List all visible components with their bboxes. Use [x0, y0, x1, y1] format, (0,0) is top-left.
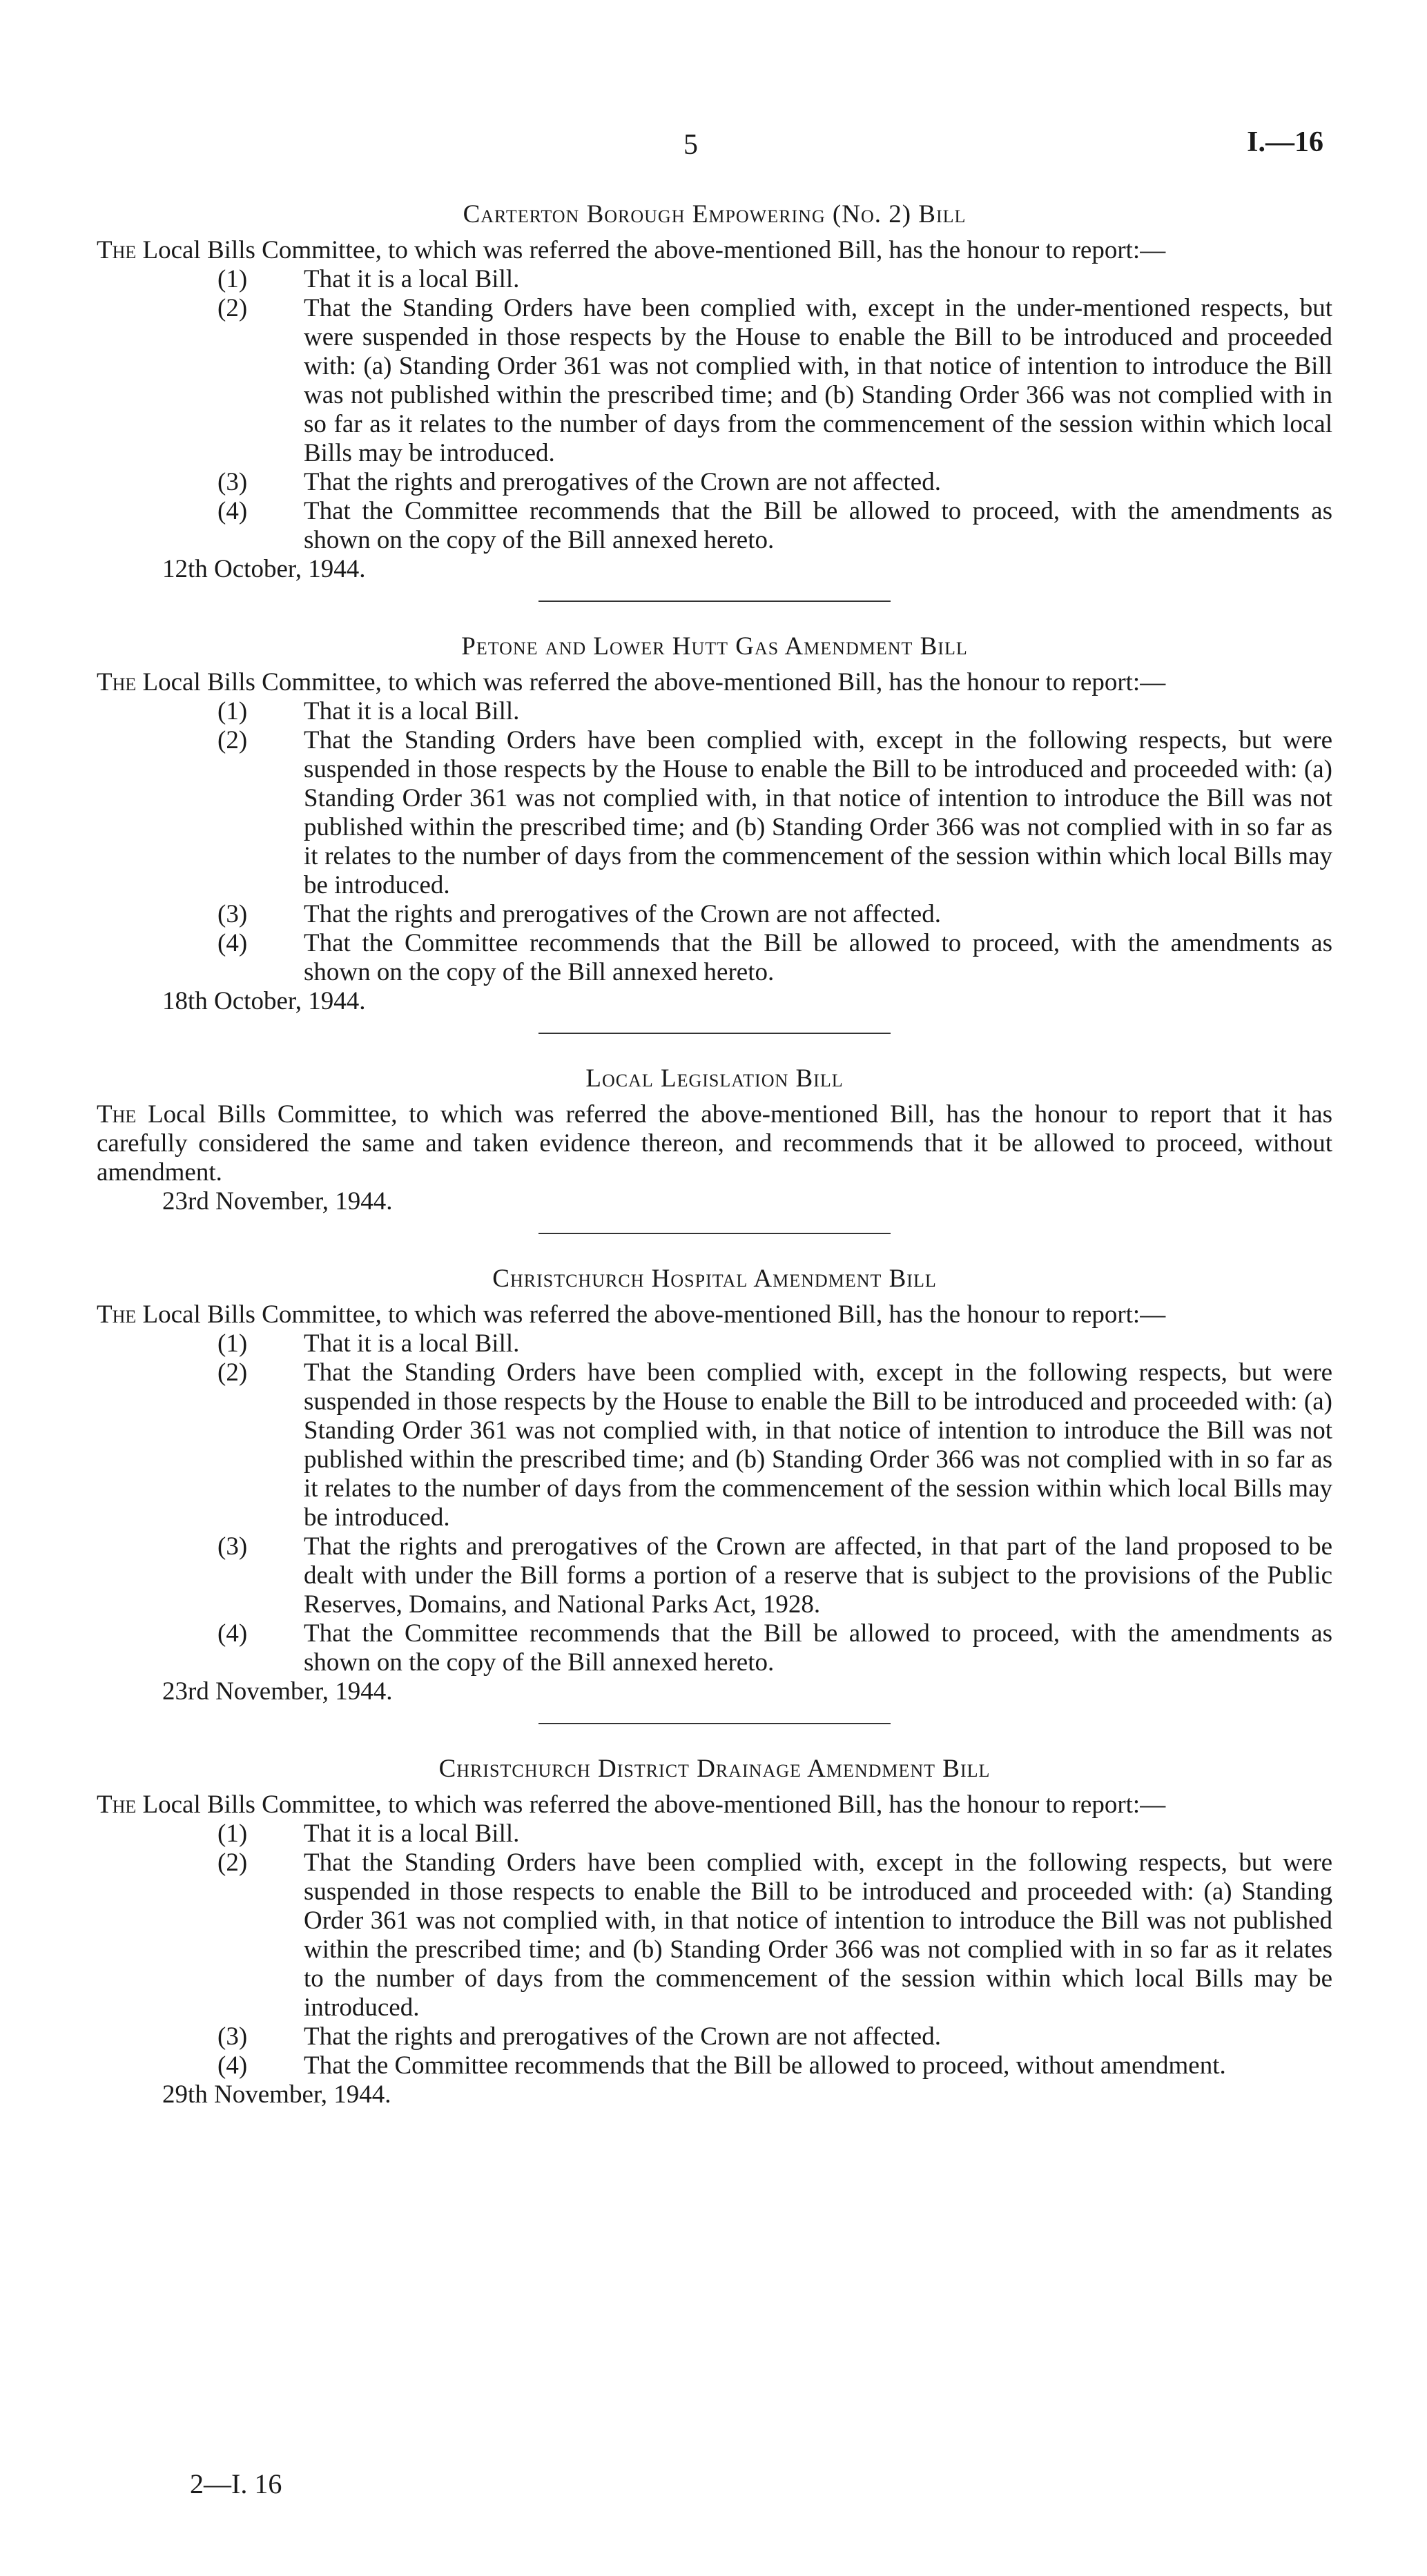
- item-text: That the Committee recommends that the Bill be allowed to proceed, without amendment.: [304, 2051, 1226, 2080]
- item-text: That it is a local Bill.: [304, 697, 520, 725]
- section-title: Christchurch Hospital Amendment Bill: [492, 1265, 937, 1293]
- item-number: (2): [217, 726, 248, 754]
- report-item: [97, 1532, 1332, 1619]
- intro-text: Local Bills Committee, to which was referred the above-mentioned Bill, has the honour to report:—: [136, 1300, 1166, 1329]
- report-items: [97, 697, 1332, 987]
- item-text: That the Committee recommends that the Bill be allowed to proceed, with the amendments as shown on the copy of the Bill annexed hereto.: [304, 1619, 1332, 1677]
- report-section-petone: [97, 632, 1332, 1016]
- report-item: [97, 2022, 1332, 2051]
- report-item: [97, 697, 1332, 726]
- item-number: (1): [217, 265, 248, 293]
- section-divider: [538, 1233, 891, 1234]
- item-text: That the Standing Orders have been complied with, except in the under-mentioned respects, but were suspended in those respects by the House to enable the Bill to be introduced and proceeded with: (a) Standing Order 361 was not complied with, in that notice of intention to introduce the Bill was not published within the prescribed time; and (b) Standing Order 366 was not complied with in so far as it relates to the number of days from the commencement of the session within which local Bills may be introduced.: [304, 294, 1332, 467]
- report-items: [97, 1329, 1332, 1677]
- section-title: Carterton Borough Empowering (No. 2) Bill: [463, 200, 967, 228]
- intro-lead: The: [97, 236, 137, 264]
- intro-lead: The: [97, 1300, 137, 1329]
- item-text: That the rights and prerogatives of the Crown are not affected.: [304, 2022, 941, 2051]
- item-text: That the rights and prerogatives of the Crown are affected, in that part of the land proposed to be dealt with under the Bill forms a portion of a reserve that is subject to the provisions of the Public Reserves, Domains, and National Parks Act, 1928.: [304, 1532, 1332, 1619]
- report-date: 18th October, 1944.: [162, 987, 366, 1015]
- report-item: [97, 265, 1332, 294]
- section-intro: [97, 1100, 1332, 1187]
- section-title: Local Legislation Bill: [585, 1064, 844, 1093]
- report-item: [97, 1329, 1332, 1358]
- report-item: [97, 1358, 1332, 1532]
- item-text: That it is a local Bill.: [304, 1819, 520, 1848]
- section-intro: [97, 1790, 1332, 1819]
- report-section-carterton: [97, 200, 1332, 584]
- item-number: (3): [217, 900, 248, 928]
- section-intro: [97, 668, 1332, 697]
- item-number: (1): [217, 697, 248, 725]
- item-text: That the Committee recommends that the Bill be allowed to proceed, with the amendments as shown on the copy of the Bill annexed hereto.: [304, 497, 1332, 554]
- report-item: [97, 497, 1332, 555]
- report-date: 12th October, 1944.: [162, 555, 366, 583]
- section-divider: [538, 1033, 891, 1034]
- report-items: [97, 1819, 1332, 2080]
- item-number: (1): [217, 1819, 248, 1848]
- report-item: [97, 900, 1332, 929]
- item-text: That the rights and prerogatives of the Crown are not affected.: [304, 900, 941, 928]
- report-item: [97, 294, 1332, 468]
- item-number: (3): [217, 1532, 248, 1561]
- report-item: [97, 726, 1332, 900]
- item-number: (1): [217, 1329, 248, 1358]
- item-text: That the Committee recommends that the Bill be allowed to proceed, with the amendments as shown on the copy of the Bill annexed hereto.: [304, 929, 1332, 986]
- report-item: [97, 2051, 1332, 2080]
- item-text: That the Standing Orders have been complied with, except in the following respects, but were suspended in those respects by the House to enable the Bill to be introduced and proceeded with: (a) Standing Order 361 was not complied with, in that notice of intention to introduce the Bill was not published within the prescribed time; and (b) Standing Order 366 was not complied with in so far as it relates to the number of days from the commencement of the session within which local Bills may be introduced.: [304, 1358, 1332, 1532]
- report-date: 23rd November, 1944.: [162, 1677, 393, 1706]
- item-text: That it is a local Bill.: [304, 265, 520, 293]
- report-section-local-legislation: [97, 1064, 1332, 1216]
- section-divider: [538, 1723, 891, 1724]
- item-text: That the Standing Orders have been complied with, except in the following respects, but were suspended in those respects by the House to enable the Bill to be introduced and proceeded with: (a) Standing Order 361 was not complied with, in that notice of intention to introduce the Bill was not published within the prescribed time; and (b) Standing Order 366 was not complied with in so far as it relates to the number of days from the commencement of the session within which local Bills may be introduced.: [304, 726, 1332, 899]
- section-title: Christchurch District Drainage Amendment Bill: [438, 1755, 991, 1783]
- intro-text: Local Bills Committee, to which was referred the above-mentioned Bill, has the honour to report:—: [136, 668, 1166, 696]
- item-number: (2): [217, 1358, 248, 1387]
- report-date: 29th November, 1944.: [162, 2080, 391, 2109]
- intro-lead: The: [97, 1100, 137, 1129]
- section-title: Petone and Lower Hutt Gas Amendment Bill: [461, 632, 968, 661]
- intro-lead: The: [97, 668, 137, 696]
- report-item: [97, 929, 1332, 987]
- item-number: (2): [217, 1848, 248, 1877]
- document-reference: I.—16: [1247, 126, 1323, 158]
- item-number: (4): [217, 1619, 248, 1648]
- report-body: [97, 200, 1332, 2109]
- intro-text: Local Bills Committee, to which was referred the above-mentioned Bill, has the honour to report:—: [136, 236, 1166, 264]
- item-number: (3): [217, 2022, 248, 2051]
- intro-lead: The: [97, 1790, 137, 1819]
- item-number: (2): [217, 294, 248, 322]
- section-divider: [538, 601, 891, 602]
- section-intro: [97, 1300, 1332, 1329]
- section-intro: [97, 236, 1332, 265]
- page-number: 5: [683, 129, 698, 161]
- report-section-christchurch-hospital: [97, 1265, 1332, 1706]
- item-number: (4): [217, 497, 248, 525]
- signature-reference: 2—I. 16: [190, 2468, 282, 2499]
- report-date: 23rd November, 1944.: [162, 1187, 393, 1216]
- item-text: That it is a local Bill.: [304, 1329, 520, 1358]
- item-number: (4): [217, 2051, 248, 2080]
- intro-text: Local Bills Committee, to which was referred the above-mentioned Bill, has the honour to report that it has carefully considered the same and taken evidence thereon, and recommends that it be allowed to proceed, without amendment.: [97, 1100, 1332, 1187]
- report-items: [97, 265, 1332, 555]
- report-item: [97, 1619, 1332, 1677]
- report-section-christchurch-drainage: [97, 1755, 1332, 2109]
- report-item: [97, 1848, 1332, 2022]
- intro-text: Local Bills Committee, to which was referred the above-mentioned Bill, has the honour to report:—: [136, 1790, 1166, 1819]
- item-text: That the rights and prerogatives of the Crown are not affected.: [304, 468, 941, 496]
- item-text: That the Standing Orders have been complied with, except in the following respects, but were suspended in those respects to enable the Bill to be introduced and proceeded with: (a) Standing Order 361 was not complied with, in that notice of intention to introduce the Bill was not published within the prescribed time; and (b) Standing Order 366 was not complied with in so far as it relates to the number of days from the commencement of the session within which local Bills may be introduced.: [304, 1848, 1332, 2022]
- item-number: (3): [217, 468, 248, 496]
- item-number: (4): [217, 929, 248, 957]
- report-item: [97, 1819, 1332, 1848]
- report-item: [97, 468, 1332, 497]
